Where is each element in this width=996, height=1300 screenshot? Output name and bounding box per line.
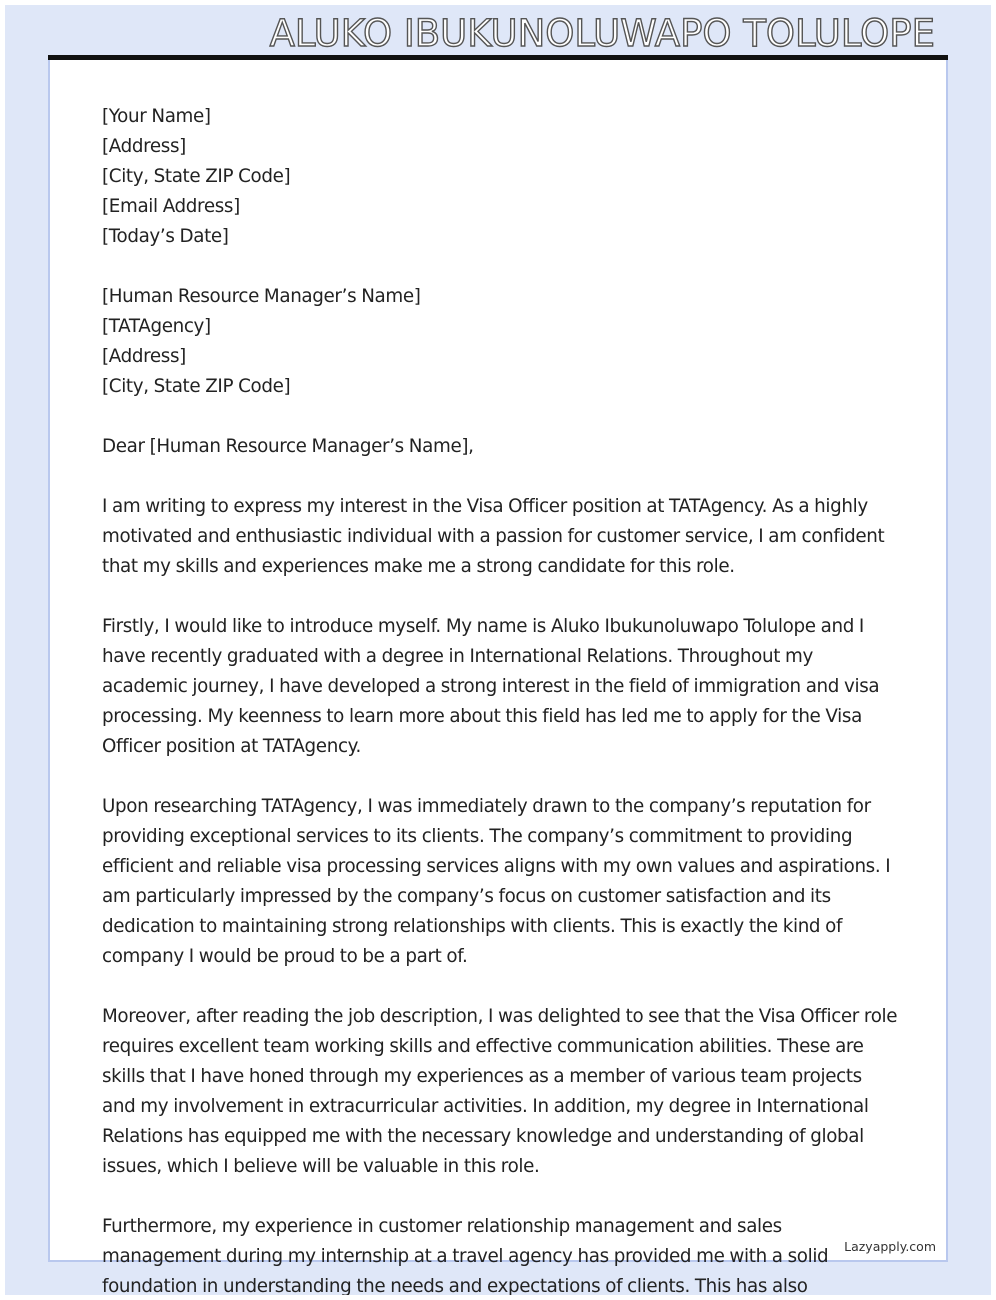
recipient-block xyxy=(102,282,898,402)
site-watermark: Lazyapply.com xyxy=(844,1239,936,1254)
document-frame xyxy=(5,5,991,1295)
paragraph-skills: Moreover, after reading the job description, I was delighted to see that the Visa Officer role requires excellent team working skills and effective communication abilities. These are skills that I have honed through my experiences as a member of various team projects and my involvement in extracurricular activities. In addition, my degree in International Relations has equipped me with the necessary knowledge and understanding of global issues, which I believe will be valuable in this role. xyxy=(102,1006,898,1177)
sender-city-state-zip: [City, State ZIP Code] xyxy=(102,166,291,187)
recipient-name: [Human Resource Manager’s Name] xyxy=(102,286,421,307)
salutation: Dear [Human Resource Manager’s Name], xyxy=(102,436,474,457)
sender-email: [Email Address] xyxy=(102,196,240,217)
paragraph-company: Upon researching TATAgency, I was immediately drawn to the company’s reputation for providing exceptional services to its clients. The company’s commitment to providing efficient and reliable visa processing services aligns with my own values and aspirations. I am particularly impressed by the company’s focus on customer satisfaction and its dedication to maintaining strong relationships with clients. This is exactly the kind of company I would be proud to be a part of. xyxy=(102,796,891,967)
cover-letter-body xyxy=(102,102,898,1295)
letter-page xyxy=(48,60,948,1295)
paragraph-intro: I am writing to express my interest in the Visa Officer position at TATAgency. As a highly motivated and enthusiastic individual with a passion for customer service, I am confident that my skills and experiences make me a strong candidate for this role. xyxy=(102,496,885,577)
recipient-company: [TATAgency] xyxy=(102,316,211,337)
paragraph-about-me: Firstly, I would like to introduce myself. My name is Aluko Ibukunoluwapo Tolulope and I have recently graduated with a degree in International Relations. Throughout my academic journey, I have developed a strong interest in the field of immigration and visa processing. My keenness to learn more about this field has led me to apply for the Visa Officer position at TATAgency. xyxy=(102,616,880,757)
letter-date: [Today’s Date] xyxy=(102,226,229,247)
applicant-name-header: ALUKO IBUKUNOLUWAPO TOLULOPE xyxy=(269,12,935,55)
recipient-city-state-zip: [City, State ZIP Code] xyxy=(102,376,291,397)
recipient-address: [Address] xyxy=(102,346,186,367)
paragraph-experience: Furthermore, my experience in customer relationship management and sales management during my internship at a travel agency has provided me with a solid foundation in understanding the needs and expectations of clients. This has also xyxy=(102,1216,829,1295)
sender-block xyxy=(102,102,898,252)
sender-address: [Address] xyxy=(102,136,186,157)
sender-name: [Your Name] xyxy=(102,106,211,127)
